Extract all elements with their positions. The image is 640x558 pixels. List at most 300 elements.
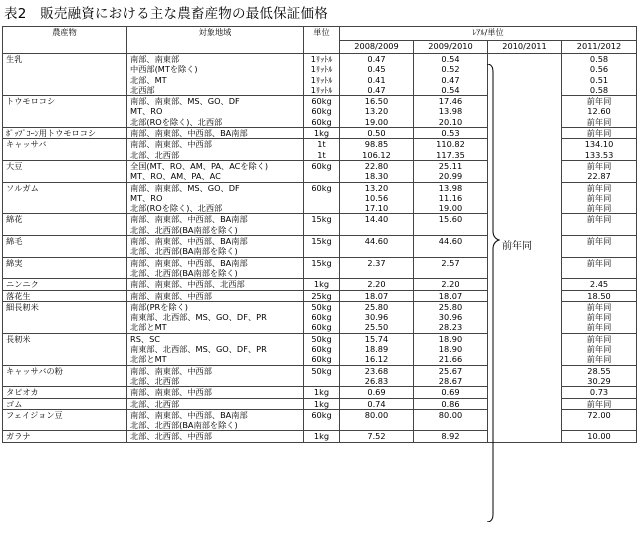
value-2009-value: 21.66 xyxy=(438,354,463,365)
value-2008-value: 18.07 xyxy=(364,290,389,301)
value-2008 xyxy=(340,257,414,279)
region-cell-value: 中西部(MTを除く) xyxy=(130,64,198,75)
table-row xyxy=(3,54,637,96)
value-2011-value: 22.87 xyxy=(587,171,611,182)
region-cell xyxy=(127,236,304,258)
unit-cell-value: 25kg xyxy=(311,290,332,301)
value-2009-value: 18.90 xyxy=(438,344,463,355)
region-cell-value: 南部、南東部、中西部、BA南部 xyxy=(130,236,248,247)
region-cell xyxy=(127,182,304,214)
crop-name: キャッサバ xyxy=(3,139,127,161)
value-2011-value: 12.60 xyxy=(587,106,611,117)
region-cell-value: RS、SC xyxy=(130,333,160,344)
value-2008-value: 106.12 xyxy=(362,149,391,160)
value-2009-value: 117.35 xyxy=(436,149,465,160)
value-2008-value: 19.00 xyxy=(364,116,389,127)
value-2011 xyxy=(562,128,637,139)
value-2011-value: 前年同 xyxy=(586,182,612,193)
region-cell-value: 北部(ROを除く)、北西部 xyxy=(130,116,223,127)
header-unit: 単位 xyxy=(304,27,340,54)
value-2008-value: 7.52 xyxy=(367,431,386,442)
unit-cell-value: 60kg xyxy=(311,322,332,333)
value-2008 xyxy=(340,182,414,214)
value-2011 xyxy=(562,214,637,236)
value-2008 xyxy=(340,139,414,161)
value-2008 xyxy=(340,409,414,431)
unit-cell xyxy=(304,257,340,279)
unit-cell xyxy=(304,431,340,442)
unit-cell-value: 60kg xyxy=(311,182,332,193)
value-2011 xyxy=(562,398,637,409)
value-2011 xyxy=(562,409,637,431)
value-2011 xyxy=(562,365,637,387)
unit-cell-value: 1kg xyxy=(313,431,330,442)
value-2008-value: 0.47 xyxy=(367,84,386,95)
value-2009 xyxy=(414,365,488,387)
value-2009 xyxy=(414,214,488,236)
header-currency: ﾚｱﾙ/単位 xyxy=(340,27,637,41)
value-2008-value: 80.00 xyxy=(364,409,389,420)
region-cell xyxy=(127,279,304,290)
region-cell-value: 南部、南東部、中西部 xyxy=(130,365,212,376)
value-2011-value: 前年同 xyxy=(586,192,612,203)
value-2009-value: 25.80 xyxy=(438,301,463,312)
value-2008 xyxy=(340,236,414,258)
value-2008 xyxy=(340,365,414,387)
value-2011-value: 前年同 xyxy=(586,333,612,344)
value-2011-value: 133.53 xyxy=(584,149,614,160)
region-cell-value: 北西部 xyxy=(130,84,155,95)
table-row xyxy=(3,333,637,365)
value-2009-value: 0.54 xyxy=(441,54,460,64)
value-2008-value: 25.50 xyxy=(364,322,389,333)
table-row xyxy=(3,387,637,398)
region-cell-value: 南部(PRを除く) xyxy=(130,301,188,312)
value-2009-value: 15.60 xyxy=(438,214,463,225)
value-2009-value: 20.99 xyxy=(438,171,463,182)
value-2009 xyxy=(414,257,488,279)
region-cell xyxy=(127,96,304,128)
value-2009 xyxy=(414,409,488,431)
unit-cell-value: 1kg xyxy=(313,279,330,290)
brace-label: 前年同 xyxy=(502,241,532,252)
region-cell-value: MT、RO xyxy=(130,106,163,117)
value-2008-value: 23.68 xyxy=(364,365,389,376)
unit-cell-value: 1kg xyxy=(313,128,330,139)
crop-name: 綿花 xyxy=(3,214,127,236)
table-row xyxy=(3,431,637,442)
value-2008 xyxy=(340,387,414,398)
value-2009-value: 2.57 xyxy=(441,257,460,268)
value-2011 xyxy=(562,333,637,365)
value-2009-value: 0.47 xyxy=(441,74,460,85)
unit-cell-value: 1kg xyxy=(313,398,330,409)
value-2009-value: 44.60 xyxy=(438,236,463,247)
value-2011-value: 0.58 xyxy=(589,84,609,95)
value-2011-value: 前年同 xyxy=(586,116,612,127)
value-2011 xyxy=(562,182,637,214)
value-2008-value: 0.47 xyxy=(367,54,386,64)
unit-cell-value: 60kg xyxy=(311,160,332,171)
unit-cell-value: 50kg xyxy=(311,301,332,312)
value-2008 xyxy=(340,301,414,333)
value-2011-value: 前年同 xyxy=(586,322,612,333)
crop-name: ゴム xyxy=(3,398,127,409)
unit-cell xyxy=(304,279,340,290)
header-region: 対象地域 xyxy=(127,27,304,54)
region-cell xyxy=(127,333,304,365)
value-2008-value: 10.56 xyxy=(364,192,389,203)
region-cell xyxy=(127,409,304,431)
unit-cell-value: 50kg xyxy=(311,365,332,376)
value-2010 xyxy=(488,54,562,96)
value-2011 xyxy=(562,257,637,279)
value-2010 xyxy=(488,257,562,279)
value-2011 xyxy=(562,236,637,258)
value-2009-value: 18.90 xyxy=(438,333,463,344)
crop-name: 長籾米 xyxy=(3,333,127,365)
unit-cell xyxy=(304,236,340,258)
value-2011-value: 前年同 xyxy=(586,398,612,409)
price-table xyxy=(2,26,637,443)
value-2011 xyxy=(562,279,637,290)
value-2008-value: 44.60 xyxy=(364,236,389,247)
value-2009-value: 25.11 xyxy=(438,160,463,171)
value-2011-value: 前年同 xyxy=(586,214,612,225)
unit-cell-value: 60kg xyxy=(311,116,332,127)
header-year-2011: 2011/2012 xyxy=(562,40,637,54)
region-cell xyxy=(127,128,304,139)
value-2009 xyxy=(414,160,488,182)
unit-cell-value: 60kg xyxy=(311,312,332,323)
unit-cell-value: 60kg xyxy=(311,409,332,420)
crop-name: 綿毛 xyxy=(3,236,127,258)
unit-cell xyxy=(304,387,340,398)
value-2010 xyxy=(488,387,562,398)
region-cell-value: 南部、南東部、中西部、BA南部 xyxy=(130,128,248,139)
unit-cell xyxy=(304,290,340,301)
value-2011-value: 前年同 xyxy=(586,344,612,355)
value-2009-value: 18.07 xyxy=(438,290,463,301)
value-2009-value: 25.67 xyxy=(438,365,463,376)
unit-cell-value: 50kg xyxy=(311,333,332,344)
value-2009 xyxy=(414,128,488,139)
value-2010 xyxy=(488,290,562,301)
region-cell xyxy=(127,398,304,409)
table-row xyxy=(3,182,637,214)
value-2011 xyxy=(562,290,637,301)
value-2008-value: 98.85 xyxy=(364,139,389,150)
value-2008 xyxy=(340,290,414,301)
value-2009-value: 0.53 xyxy=(441,128,460,139)
value-2009-value: 28.67 xyxy=(438,375,463,386)
crop-name: 綿実 xyxy=(3,257,127,279)
crop-name: ガラナ xyxy=(3,431,127,442)
value-2009-value: 0.52 xyxy=(441,64,460,75)
value-2008 xyxy=(340,333,414,365)
value-2008-value: 17.10 xyxy=(364,203,389,214)
value-2008-value: 18.30 xyxy=(364,171,389,182)
crop-name: 細長籾米 xyxy=(3,301,127,333)
region-cell-value: 北部、北西部 xyxy=(130,375,180,386)
value-2008-value: 0.69 xyxy=(367,387,386,398)
unit-cell-value: 60kg xyxy=(311,106,332,117)
unit-cell xyxy=(304,160,340,182)
unit-cell-value: 15kg xyxy=(311,257,332,268)
value-2009 xyxy=(414,182,488,214)
region-cell-value: 南部、南東部、中西部、BA南部 xyxy=(130,214,248,225)
value-2008-value: 16.12 xyxy=(364,354,389,365)
value-2008 xyxy=(340,128,414,139)
value-2009-value: 13.98 xyxy=(438,106,463,117)
value-2011-value: 前年同 xyxy=(586,160,612,171)
value-2008-value: 18.89 xyxy=(364,344,389,355)
crop-name: ニンニク xyxy=(3,279,127,290)
table-row xyxy=(3,398,637,409)
value-2010 xyxy=(488,214,562,236)
header-year-2010: 2010/2011 xyxy=(488,40,562,54)
unit-cell xyxy=(304,409,340,431)
value-2008 xyxy=(340,160,414,182)
value-2009 xyxy=(414,96,488,128)
value-2008-value: 15.74 xyxy=(364,333,389,344)
region-cell-value: 南部、南東部、中西部、BA南部 xyxy=(130,409,248,420)
unit-cell-value: 1t xyxy=(317,139,326,150)
value-2010 xyxy=(488,182,562,214)
value-2008-value: 13.20 xyxy=(364,106,389,117)
unit-cell-value: 1t xyxy=(317,149,326,160)
value-2008-value: 13.20 xyxy=(364,182,389,193)
value-2009-value: 0.69 xyxy=(441,387,460,398)
value-2011-value: 前年同 xyxy=(586,203,612,214)
value-2011-value: 0.58 xyxy=(589,54,609,64)
value-2009 xyxy=(414,333,488,365)
unit-cell xyxy=(304,333,340,365)
crop-name: 生乳 xyxy=(3,54,127,96)
value-2011-value: 10.00 xyxy=(587,431,611,442)
value-2011 xyxy=(562,301,637,333)
region-cell-value: 全国(MT、RO、AM、PA、ACを除く) xyxy=(130,160,269,171)
region-cell-value: 北部、北西部 xyxy=(130,149,180,160)
crop-name: トウモロコシ xyxy=(3,96,127,128)
region-cell xyxy=(127,139,304,161)
region-cell-value: 北部、北西部(BA南部を除く) xyxy=(130,267,238,278)
unit-cell xyxy=(304,139,340,161)
region-cell-value: 南部、南東部、中西部 xyxy=(130,387,212,398)
value-2011 xyxy=(562,54,637,96)
region-cell-value: 南東部、北西部、MS、GO、DF、PR xyxy=(130,312,267,323)
unit-cell xyxy=(304,301,340,333)
value-2009 xyxy=(414,301,488,333)
value-2008-value: 30.96 xyxy=(364,312,389,323)
value-2008-value: 26.83 xyxy=(364,375,389,386)
value-2008-value: 0.45 xyxy=(367,64,386,75)
unit-cell xyxy=(304,182,340,214)
region-cell xyxy=(127,54,304,96)
region-cell-value: 北部、MT xyxy=(130,74,167,85)
region-cell-value: 南部、南東部、中西部 xyxy=(130,290,212,301)
value-2011-value: 72.00 xyxy=(587,409,611,420)
value-2009-value: 28.23 xyxy=(438,322,463,333)
region-cell xyxy=(127,387,304,398)
value-2009 xyxy=(414,398,488,409)
value-2008 xyxy=(340,54,414,96)
value-2008-value: 22.80 xyxy=(364,160,389,171)
region-cell-value: MT、RO xyxy=(130,192,163,203)
value-2011-value: 28.55 xyxy=(587,365,611,376)
region-cell-value: 南部、南東部、中西部、北西部 xyxy=(130,279,245,290)
value-2009 xyxy=(414,54,488,96)
value-2009-value: 0.86 xyxy=(441,398,460,409)
value-2011-value: 18.50 xyxy=(587,290,611,301)
header-year-2008: 2008/2009 xyxy=(340,40,414,54)
region-cell xyxy=(127,365,304,387)
region-cell-value: 北部、北西部(BA南部を除く) xyxy=(130,246,238,257)
value-2009-value: 17.46 xyxy=(438,96,463,107)
value-2011-value: 前年同 xyxy=(586,354,612,365)
table-row xyxy=(3,409,637,431)
value-2009 xyxy=(414,431,488,442)
region-cell xyxy=(127,431,304,442)
crop-name: タピオカ xyxy=(3,387,127,398)
value-2011-value: 0.56 xyxy=(589,64,609,75)
value-2009 xyxy=(414,279,488,290)
value-2011 xyxy=(562,431,637,442)
unit-cell-value: 60kg xyxy=(311,354,332,365)
crop-name: 落花生 xyxy=(3,290,127,301)
value-2009-value: 80.00 xyxy=(438,409,463,420)
table-row xyxy=(3,139,637,161)
value-2010 xyxy=(488,333,562,365)
unit-cell xyxy=(304,96,340,128)
value-2008 xyxy=(340,214,414,236)
value-2011 xyxy=(562,387,637,398)
table-title: 表2 販売融資における主な農畜産物の最低保証価格 xyxy=(4,6,328,22)
value-2010 xyxy=(488,128,562,139)
value-2011-value: 前年同 xyxy=(586,128,612,139)
table-row xyxy=(3,365,637,387)
value-2008-value: 0.41 xyxy=(367,74,386,85)
value-2009-value: 0.54 xyxy=(441,84,460,95)
region-cell-value: 南部、南東部、MS、GO、DF xyxy=(130,96,240,107)
value-2011-value: 前年同 xyxy=(586,301,612,312)
value-2010 xyxy=(488,409,562,431)
unit-cell-value: 60kg xyxy=(311,344,332,355)
value-2008 xyxy=(340,96,414,128)
unit-cell-value: 1kg xyxy=(313,387,330,398)
value-2010 xyxy=(488,398,562,409)
value-2011-value: 0.73 xyxy=(589,387,609,398)
value-2011-value: 前年同 xyxy=(586,257,612,268)
region-cell-value: 北部、北西部、中西部 xyxy=(130,431,212,442)
value-2008-value: 14.40 xyxy=(364,214,389,225)
value-2011-value: 前年同 xyxy=(586,96,612,107)
table-row xyxy=(3,279,637,290)
region-cell xyxy=(127,290,304,301)
value-2009-value: 30.96 xyxy=(438,312,463,323)
value-2009-value: 8.92 xyxy=(441,431,460,442)
crop-name: キャッサバの粉 xyxy=(3,365,127,387)
unit-cell-value: 1ﾘｯﾄﾙ xyxy=(310,74,333,85)
region-cell-value: 北部、北西部 xyxy=(130,398,180,409)
crop-name: 大豆 xyxy=(3,160,127,182)
value-2008-value: 2.20 xyxy=(367,279,386,290)
region-cell xyxy=(127,160,304,182)
value-2009-value: 2.20 xyxy=(441,279,460,290)
value-2008 xyxy=(340,431,414,442)
region-cell-value: 北部、北西部(BA南部を除く) xyxy=(130,420,238,431)
region-cell xyxy=(127,257,304,279)
unit-cell xyxy=(304,365,340,387)
table-row xyxy=(3,236,637,258)
value-2011-value: 30.29 xyxy=(587,375,611,386)
header-year-2009: 2009/2010 xyxy=(414,40,488,54)
value-2008-value: 25.80 xyxy=(364,301,389,312)
value-2010 xyxy=(488,96,562,128)
region-cell-value: 北部(ROを除く)、北西部 xyxy=(130,203,223,214)
value-2011-value: 前年同 xyxy=(586,312,612,323)
table-row xyxy=(3,257,637,279)
table-row xyxy=(3,160,637,182)
unit-cell-value: 60kg xyxy=(311,96,332,107)
unit-cell-value: 1ﾘｯﾄﾙ xyxy=(310,54,333,64)
value-2010 xyxy=(488,431,562,442)
value-2010 xyxy=(488,301,562,333)
table-row xyxy=(3,301,637,333)
value-2009-value: 19.00 xyxy=(438,203,463,214)
unit-cell-value: 1ﾘｯﾄﾙ xyxy=(310,84,333,95)
value-2011-value: 前年同 xyxy=(586,236,612,247)
crop-name: ﾎﾟｯﾌﾟｺｰﾝ用トウモロコシ xyxy=(3,128,127,139)
header-crop: 農産物 xyxy=(3,27,127,54)
region-cell-value: 南部、南東部、中西部、BA南部 xyxy=(130,257,248,268)
region-cell-value: 南部、南東部 xyxy=(130,54,180,64)
crop-name: フェイジョン豆 xyxy=(3,409,127,431)
table-row xyxy=(3,128,637,139)
value-2010 xyxy=(488,160,562,182)
region-cell-value: 南部、南東部、MS、GO、DF xyxy=(130,182,240,193)
value-2011-value: 134.10 xyxy=(584,139,614,150)
region-cell xyxy=(127,301,304,333)
value-2008-value: 0.74 xyxy=(367,398,386,409)
value-2009-value: 20.10 xyxy=(438,116,463,127)
value-2009 xyxy=(414,139,488,161)
value-2009 xyxy=(414,236,488,258)
region-cell xyxy=(127,214,304,236)
unit-cell xyxy=(304,214,340,236)
value-2008 xyxy=(340,398,414,409)
region-cell-value: 南東部、北西部、MS、GO、DF、PR xyxy=(130,344,267,355)
value-2011-value: 0.51 xyxy=(589,74,609,85)
region-cell-value: 北部とMT xyxy=(130,354,167,365)
value-2009-value: 13.98 xyxy=(438,182,463,193)
unit-cell-value: 15kg xyxy=(311,236,332,247)
unit-cell-value: 15kg xyxy=(311,214,332,225)
unit-cell xyxy=(304,54,340,96)
region-cell-value: 北部とMT xyxy=(130,322,167,333)
value-2008-value: 2.37 xyxy=(367,257,386,268)
region-cell-value: 南部、南東部、中西部 xyxy=(130,139,212,150)
value-2010 xyxy=(488,279,562,290)
region-cell-value: 北部、北西部(BA南部を除く) xyxy=(130,224,238,235)
table-row xyxy=(3,214,637,236)
table-row xyxy=(3,96,637,128)
unit-cell-value: 1ﾘｯﾄﾙ xyxy=(310,64,333,75)
value-2011-value: 2.45 xyxy=(589,279,609,290)
value-2011 xyxy=(562,139,637,161)
value-2011 xyxy=(562,160,637,182)
value-2011 xyxy=(562,96,637,128)
